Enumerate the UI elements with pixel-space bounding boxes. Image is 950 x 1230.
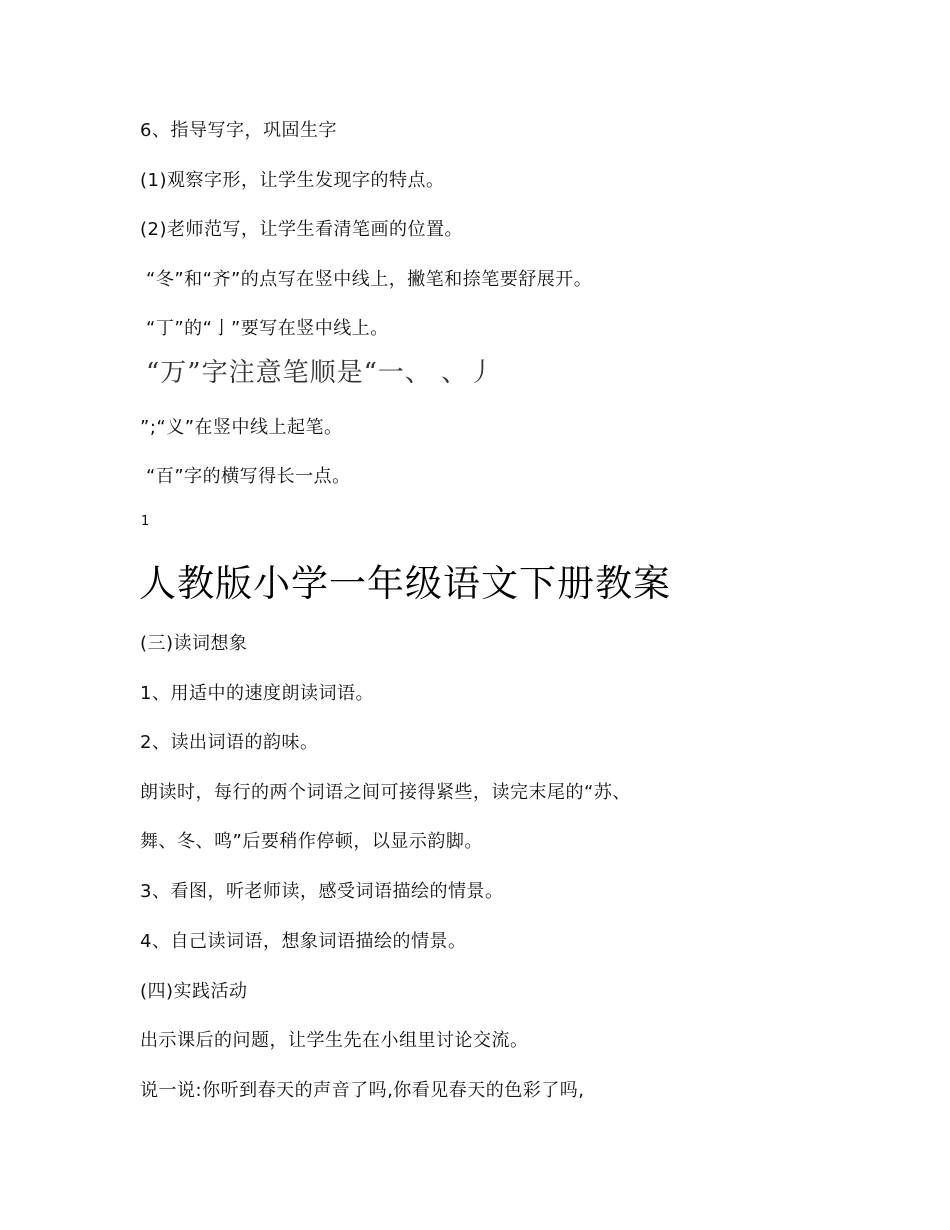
- document-title: 人教版小学一年级语文下册教案: [139, 562, 671, 605]
- section-3-item-3: 3、看图，听老师读，感受词语描绘的情景。: [140, 881, 504, 902]
- writing-note-dong-qi: “冬”和“齐”的点写在竖中线上，撇笔和捺笔要舒展开。: [146, 269, 593, 290]
- reading-note-line-2: 舞、冬、鸣”后要稍作停顿，以显示韵脚。: [140, 831, 483, 852]
- section-3-item-4: 4、自己读词语，想象词语描绘的情景。: [140, 931, 467, 952]
- step-6-heading: 6、指导写字，巩固生字: [140, 120, 337, 141]
- page-number: 1: [141, 514, 150, 529]
- writing-note-yi: ”;“义”在竖中线上起笔。: [140, 417, 343, 438]
- writing-note-ding: “丁”的“亅”要写在竖中线上。: [146, 318, 389, 339]
- section-4-prompt: 说一说:你听到春天的声音了吗,你看见春天的色彩了吗,: [140, 1080, 585, 1101]
- writing-note-wan-scanned: “万”字注意笔顺是“一、 、丿: [146, 358, 496, 388]
- section-3-item-2: 2、读出词语的韵味。: [140, 732, 319, 753]
- section-3-heading: (三)读词想象: [140, 633, 248, 654]
- section-4-intro: 出示课后的问题，让学生先在小组里讨论交流。: [140, 1030, 529, 1051]
- reading-note-line-1: 朗读时，每行的两个词语之间可接得紧些，读完末尾的“苏、: [140, 782, 631, 803]
- step-6-item-2: (2)老师范写，让学生看清笔画的位置。: [140, 219, 463, 240]
- step-6-item-1: (1)观察字形，让学生发现字的特点。: [140, 170, 445, 191]
- section-4-heading: (四)实践活动: [140, 981, 248, 1002]
- writing-note-bai: “百”字的横写得长一点。: [146, 466, 351, 487]
- section-3-item-1: 1、用适中的速度朗读词语。: [140, 683, 374, 704]
